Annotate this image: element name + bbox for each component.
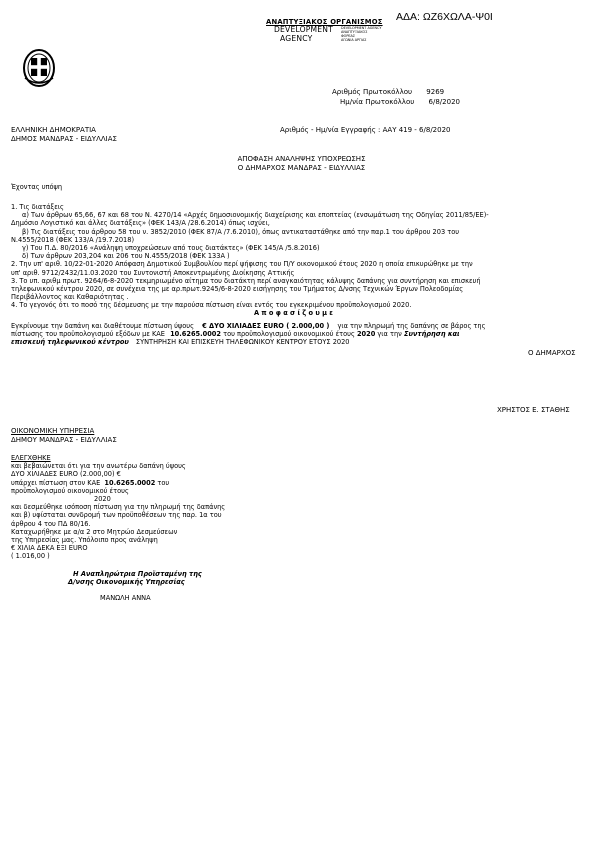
body-line: Ν.4555/2018 (ΦΕΚ 133/Α /19.7.2018) bbox=[11, 235, 135, 244]
agency-small-line: DEVELOPMENT AGENCY bbox=[341, 26, 382, 30]
approval-text: πίστωσης του προϋπολογισμού εξόδων με ΚΑΕ bbox=[11, 330, 165, 339]
title-line1: ΑΠΟΦΑΣΗ ΑΝΑΛΗΨΗΣ ΥΠΟΧΡΕΩΣΗΣ bbox=[237, 155, 366, 163]
protocol-date: 6/8/2020 bbox=[428, 98, 460, 106]
finance-title: ΟΙΚΟΝΟΜΙΚΗ ΥΠΗΡΕΣΙΑ bbox=[11, 427, 95, 435]
approval-purpose-title: ΣΥΝΤΗΡΗΣΗ ΚΑΙ ΕΠΙΣΚΕΥΗ ΤΗΛΕΦΩΝΙΚΟΥ ΚΕΝΤΡΟΥ ΕΤΟΥΣ 2020 bbox=[135, 338, 350, 347]
body-line: Δημόσιο Λογιστικό και άλλες διατάξεις» (ΦΕΚ 143/Α /28.6.2014) όπως ισχύει, bbox=[11, 219, 270, 228]
body-line: Περιβάλλοντος και Καθαριότητας . bbox=[11, 293, 129, 302]
agency-small-line: ΑΓΩΝΙΑ ΑΡΓΙΑΣ bbox=[341, 38, 367, 43]
protocol-date-label: Ημ/νία Πρωτοκόλλου bbox=[340, 98, 415, 106]
approval-text: για την bbox=[377, 330, 402, 339]
body-line: 3. Το υπ. αριθμ πρωτ. 9264/6-8-2020 τεκμηριωμένο αίτημα του διατάκτη περί αναγκαιότητας κάλυψης δαπάνης για συντήρηση και επισκευή bbox=[11, 276, 481, 285]
protocol-date-row bbox=[340, 98, 460, 107]
signatory-department: Δ/νσης Οικονομικής Υπηρεσίας bbox=[68, 578, 185, 587]
finance-line: € ΧΙΛΙΑ ΔΕΚΑ ΕΞΙ EURO bbox=[11, 544, 88, 553]
approval-kae: 10.6265.0002 bbox=[170, 330, 221, 339]
body-line: 2. Την υπ' αριθ. 10/22-01-2020 Απόφαση Δημοτικού Συμβουλίου περί ψήφισης του Π/Υ οικονομικού έτους 2020 η οποία επικυρώθηκε με την bbox=[11, 260, 473, 269]
approval-text: Εγκρίνουμε την δαπάνη και διαθέτουμε πίστωση ύψους bbox=[11, 322, 194, 330]
approval-amount: € ΔΥΟ ΧΙΛΙΑΔΕΣ EURO ( 2.000,00 ) bbox=[202, 322, 330, 330]
finance-municipality: ΔΗΜΟΥ ΜΑΝΔΡΑΣ - ΕΙΔΥΛΛΙΑΣ bbox=[11, 435, 117, 444]
body-line: υπ' αριθ. 9712/2432/11.03.2020 του Συντονιστή Αποκεντρωμένης Διοίκησης Αττικής bbox=[11, 268, 295, 277]
considerations-block bbox=[11, 203, 586, 310]
finance-line: ΔΥΟ ΧΙΛΙΑΔΕΣ EURO (2.000,00) € bbox=[11, 470, 121, 479]
issuer-municipality: ΔΗΜΟΣ ΜΑΝΔΡΑΣ - ΕΙΔΥΛΛΙΑΣ bbox=[11, 134, 117, 143]
mayor-role: Ο ΔΗΜΑΡΧΟΣ bbox=[528, 349, 576, 357]
finance-line: και δεσμεύθηκε ισόποση πίστωση για την πληρωμή της δαπάνης bbox=[11, 503, 226, 512]
finance-line: και β) υφίσταται συνδρομή των προϋποθέσεων της παρ. 1α του bbox=[11, 511, 222, 520]
finance-kae: 10.6265.0002 bbox=[104, 478, 156, 487]
body-line: τηλεφωνικού κέντρου 2020, σε συνέχεια της με αρ.πρωτ.9245/6-8-2020 εισήγησης του Τμήματος Δ/νσης Τεχνικών Έργων Πολεοδομίας bbox=[11, 285, 464, 294]
protocol-number-label: Αριθμός Πρωτοκόλλου bbox=[332, 88, 413, 96]
body-line: δ) Των άρθρων 203,204 και 206 του Ν.4555/2018 (ΦΕΚ 133Α ) bbox=[22, 252, 230, 261]
finance-line: 2020 bbox=[94, 495, 111, 504]
finance-signature bbox=[60, 570, 202, 603]
finance-line: υπάρχει πίστωση στον ΚΑΕ bbox=[11, 478, 101, 487]
finance-line: Καταχωρήθηκε με α/α 2 στο Μητρώο Δεσμεύσεων bbox=[11, 527, 178, 536]
finance-line: προϋπολογισμού οικονομικού έτους bbox=[11, 486, 129, 495]
issuer-country: ΕΛΛΗΝΙΚΗ ΔΗΜΟΚΡΑΤΙΑ bbox=[11, 126, 96, 134]
finance-line: του bbox=[157, 478, 170, 487]
document-title bbox=[0, 155, 595, 172]
body-line: 4. Το γεγονός ότι το ποσό της δέσμευσης με την παρούσα πίστωση είναι εντός του εγκεκριμένου προϋπολογισμού 2020. bbox=[11, 301, 412, 310]
issuer-block bbox=[11, 126, 117, 143]
body-line: α) Των άρθρων 65,66, 67 και 68 του Ν. 4270/14 «Αρχές δημοσιονομικής διαχείρισης και εποπτείας (ενσωμάτωση της Οδηγίας 2011/85/ΕΕ)- bbox=[22, 211, 489, 220]
finance-header bbox=[11, 427, 117, 444]
registration-number: Αριθμός - Ημ/νία Εγγραφής : ΑΑΥ 419 - 6/8/2020 bbox=[280, 126, 451, 134]
agency-line1: ΑΝΑΠΤΥΞΙΑΚΟΣ ΟΡΓΑΝΙΣΜΟΣ bbox=[266, 18, 383, 26]
greek-emblem-icon bbox=[22, 48, 56, 88]
finance-line: και βεβαιώνεται ότι για την ανωτέρω δαπάνη ύψους bbox=[11, 462, 186, 471]
agency-line3: AGENCY bbox=[280, 33, 313, 43]
approval-text: για την πληρωμή της δαπάνης σε βάρος της bbox=[337, 322, 486, 330]
finance-check-block bbox=[11, 454, 331, 561]
finance-line: άρθρου 4 του ΠΔ 80/16. bbox=[11, 519, 91, 528]
approval-text: του προϋπολογισμού οικονομικού έτους bbox=[223, 330, 355, 339]
signatory-name: ΜΑΝΩΛΗ ΑΝΝΑ bbox=[100, 594, 151, 603]
title-line2: Ο ΔΗΜΑΡΧΟΣ ΜΑΝΔΡΑΣ - ΕΙΔΥΛΛΙΑΣ bbox=[237, 163, 366, 172]
checked-label: ΕΛΕΓΧΘΗΚΕ bbox=[11, 454, 51, 462]
body-line: 1. Τις διατάξεις bbox=[11, 203, 64, 211]
agency-small-line: ΦΟΡΕΑΣ bbox=[341, 34, 355, 39]
finance-line: ( 1.016,00 ) bbox=[11, 552, 50, 561]
finance-line: της Υπηρεσίας μας. Υπόλοιπο προς ανάληψη bbox=[11, 536, 158, 545]
signatory-title: Η Αναπληρώτρια Προϊσταμένη της bbox=[73, 570, 202, 578]
decision-heading: Α π ο φ α σ ί ζ ο υ μ ε bbox=[254, 309, 333, 317]
approval-block bbox=[11, 322, 586, 347]
mayor-name: ΧΡΗΣΤΟΣ Ε. ΣΤΑΘΗΣ bbox=[497, 406, 570, 414]
agency-logo-small bbox=[341, 26, 381, 42]
body-line: γ) Του Π.Δ. 80/2016 «Ανάληψη υποχρεώσεων από τους διατάκτες» (ΦΕΚ 145/Α /5.8.2016) bbox=[22, 244, 320, 253]
agency-line2: DEVELOPMENT bbox=[274, 25, 334, 35]
approval-purpose: Συντήρηση και bbox=[403, 330, 460, 339]
approval-purpose: επισκευή τηλεφωνικού κέντρου bbox=[11, 338, 129, 347]
ada-code: ΑΔΑ: ΩΖ6ΧΩΛΑ-Ψ0Ι bbox=[396, 11, 493, 23]
protocol-number-row bbox=[332, 88, 444, 97]
agency-small-line: ΑΝΑΠΤΥΞΙΑΚΟΣ bbox=[341, 30, 368, 35]
intro-text: Έχοντας υπόψη bbox=[11, 183, 63, 191]
body-line: β) Τις διατάξεις του άρθρου 58 του ν. 3852/2010 (ΦΕΚ 87/Α /7.6.2010), όπως αντικαταστάθηκε από την παρ.1 του άρθρου 203 του bbox=[22, 227, 460, 236]
approval-year: 2020 bbox=[356, 330, 376, 339]
protocol-number: 9269 bbox=[426, 88, 445, 96]
